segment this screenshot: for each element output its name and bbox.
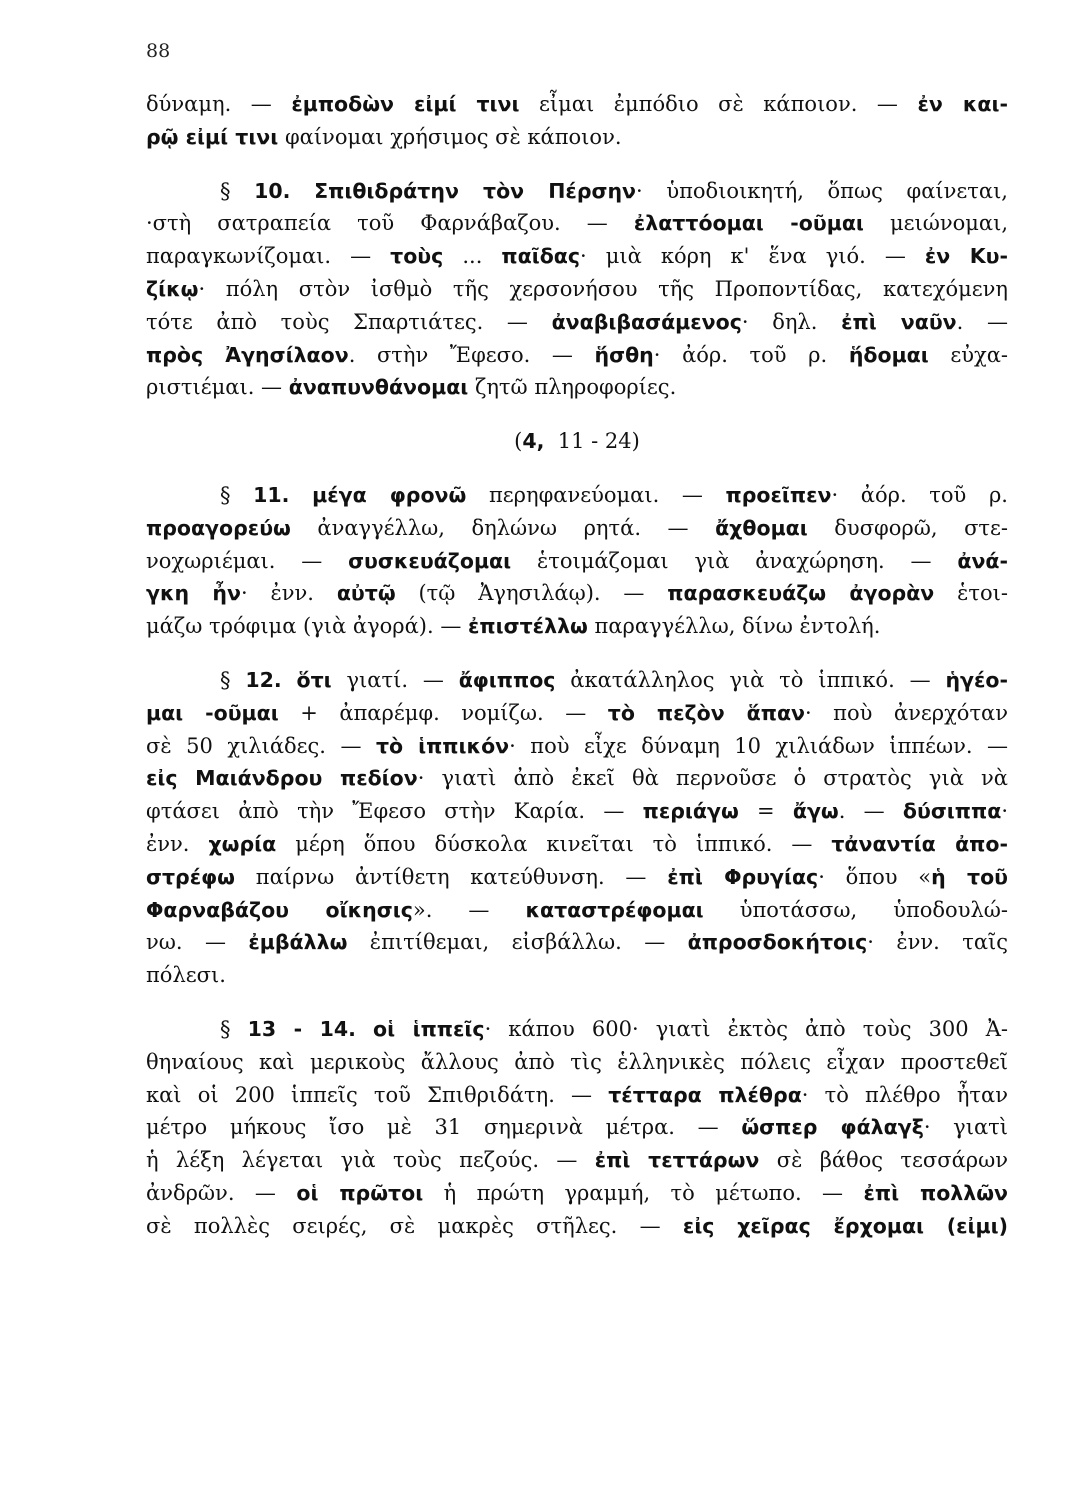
headword: ἀπροσδοκήτοις xyxy=(687,930,868,955)
text-line xyxy=(146,1079,1008,1112)
text-line xyxy=(146,1046,1008,1079)
gloss-text: · ἀόρ. τοῦ ρ. xyxy=(653,342,849,367)
headword: προεῖπεν xyxy=(725,482,832,507)
text-line xyxy=(146,207,1008,240)
text-line xyxy=(146,762,1008,795)
headword: οἱ ἱππεῖς xyxy=(373,1016,485,1041)
headword: τὸ ἱππικόν xyxy=(375,733,510,758)
text-line xyxy=(146,1210,1008,1243)
gloss-text: ·στὴ σατραπεία τοῦ Φαρνάβαζου. — xyxy=(146,211,634,236)
paragraph-gap xyxy=(146,992,1008,1013)
headword: ἡγέο- xyxy=(945,667,1008,692)
gloss-text: καὶ οἱ 200 ἱππεῖς τοῦ Σπιθριδάτη. — xyxy=(146,1082,609,1107)
paragraph-gap xyxy=(146,643,1008,664)
gloss-text: παίρνω ἀντίθετη κατεύθυνση. — xyxy=(235,864,668,889)
gloss-text: · πόλη στὸν ἰσθμὸ τῆς χερσονήσου τῆς Προποντίδας, κατεχόμενη xyxy=(198,276,1008,301)
headword: ἥδομαι xyxy=(848,342,929,367)
passage-reference xyxy=(146,425,1008,458)
headword: μέγα φρονῶ xyxy=(312,482,467,507)
section-line xyxy=(146,664,1008,697)
headword: 11. xyxy=(253,482,290,507)
gloss-text: · ποὺ εἶχε δύναμη 10 χιλιάδων ἱππέων. — xyxy=(509,733,1009,758)
headword: μαι -οῦμαι xyxy=(146,700,279,725)
text-line xyxy=(146,1144,1008,1177)
gloss-text: παραγκωνίζομαι. — xyxy=(146,244,391,269)
gloss-text: · τὸ πλέθρο ἦταν xyxy=(801,1082,1008,1107)
headword: εἰς Μαιάνδρου πεδίον xyxy=(146,766,418,791)
gloss-text: · δηλ. xyxy=(741,309,842,334)
gloss-text: σὲ βάθος τεσσάρων xyxy=(759,1148,1008,1173)
text-line xyxy=(146,926,1008,959)
gloss-text: · γιατὶ xyxy=(923,1115,1008,1140)
gloss-text: ἐπιτίθεμαι, εἰσβάλλω. — xyxy=(347,930,688,955)
headword: ἄχθομαι xyxy=(715,515,808,540)
gloss-text: φτάσει ἀπὸ τὴν Ἔφεσο στὴν Καρία. — xyxy=(146,799,643,824)
page-number: 88 xyxy=(146,40,171,62)
headword: ἐπιστέλλω xyxy=(468,614,588,639)
headword: ρῷ εἰμί τινι xyxy=(146,124,279,149)
gloss-text: ριστιέμαι. — xyxy=(146,375,289,400)
text-line xyxy=(146,1111,1008,1144)
headword: ἡ τοῦ xyxy=(931,864,1009,889)
text-line xyxy=(146,240,1008,273)
headword: αὐτῷ xyxy=(336,581,396,606)
gloss-text: · xyxy=(1001,799,1008,824)
headword: ἐπὶ ναῦν xyxy=(841,309,957,334)
gloss-text: μάζω τρόφιμα (γιὰ ἀγορά). — xyxy=(146,614,469,639)
text-line xyxy=(146,861,1008,894)
text-line xyxy=(146,959,1008,992)
gloss-text: · ὑποδιοικητή, ὅπως φαίνεται, xyxy=(636,178,1008,203)
gloss-text: σὲ πολλὲς σειρές, σὲ μακρὲς στῆλες. — xyxy=(146,1213,683,1238)
gloss-text: ... xyxy=(443,244,502,269)
headword: πρὸς Ἀγησίλαον xyxy=(146,342,349,367)
headword: χωρία xyxy=(208,831,277,856)
paragraph-gap xyxy=(146,458,1008,479)
headword: ἐν και- xyxy=(917,92,1008,116)
gloss-text xyxy=(282,668,297,692)
headword: ἐπὶ πολλῶν xyxy=(863,1180,1009,1205)
headword: ἐμβάλλω xyxy=(248,930,348,955)
gloss-text: ἀναγγέλλω, δηλώνω ρητά. — xyxy=(290,515,716,540)
headword: 13 - 14. xyxy=(247,1016,356,1041)
headword: ἐπὶ Φρυγίας xyxy=(667,864,819,889)
gloss-text: = xyxy=(738,799,793,824)
gloss-text: . — xyxy=(838,799,903,824)
section-line xyxy=(146,1013,1008,1046)
gloss-text: ὑποτάσσω, ὑποδουλώ- xyxy=(703,897,1008,922)
headword: ὅτι xyxy=(296,667,332,692)
text-line xyxy=(146,730,1008,763)
text-line xyxy=(146,828,1008,861)
text-line xyxy=(146,697,1008,730)
gloss-text: εὐχα- xyxy=(928,342,1008,367)
gloss-text: (τῷ Ἀγησιλάῳ). — xyxy=(395,581,668,606)
text-line xyxy=(146,371,1008,404)
gloss-text: § xyxy=(220,178,255,203)
gloss-text: πόλεσι. xyxy=(146,963,226,988)
gloss-text: νοχωριέμαι. — xyxy=(146,548,349,573)
gloss-text: · κάπου 600· γιατὶ ἐκτὸς ἀπὸ τοὺς 300 Ἀ- xyxy=(484,1016,1008,1041)
gloss-text: · γιατὶ ἀπὸ ἐκεῖ θὰ περνοῦσε ὁ στρατὸς γιὰ νὰ xyxy=(417,766,1008,791)
headword: τέτταρα πλέθρα xyxy=(608,1082,802,1107)
gloss-text: νω. — xyxy=(146,930,249,955)
gloss-text: ἀνδρῶν. — xyxy=(146,1180,297,1205)
gloss-text: · ὅπου « xyxy=(818,864,932,889)
gloss-text: § xyxy=(220,1016,248,1041)
headword: ὥσπερ φάλαγξ xyxy=(741,1115,924,1140)
gloss-text: παραγγέλλω, δίνω ἐντολή. xyxy=(587,614,881,639)
headword: καταστρέφομαι xyxy=(525,897,704,922)
headword: περιάγω xyxy=(642,799,739,824)
gloss-text: ἡ λέξη λέγεται γιὰ τοὺς πεζούς. — xyxy=(146,1148,595,1173)
gloss-text: ». — xyxy=(412,897,526,922)
gloss-text: ἡ πρώτη γραμμή, τὸ μέτωπο. — xyxy=(423,1180,864,1205)
text-line xyxy=(146,121,1008,154)
headword: παῖδας xyxy=(501,244,581,269)
text-line xyxy=(146,273,1008,306)
headword: ἄγω xyxy=(792,799,839,824)
headword: ἐλαττόομαι -οῦμαι xyxy=(633,211,864,236)
headword: Φαρναβάζου οἴκησις xyxy=(146,897,413,922)
headword: ἀνά- xyxy=(957,548,1008,573)
headword: τοὺς xyxy=(390,244,444,269)
gloss-text: εἶμαι ἐμπόδιο σὲ κάποιον. — xyxy=(519,92,918,116)
gloss-text: . στὴν Ἔφεσο. — xyxy=(348,342,595,367)
headword: ἀναπυνθάνομαι xyxy=(288,375,469,400)
gloss-text: § xyxy=(220,482,254,507)
text-line xyxy=(146,339,1008,372)
headword: συσκευάζομαι xyxy=(348,548,512,573)
gloss-text: · ἐνν. xyxy=(240,581,337,606)
gloss-text: ( xyxy=(514,429,523,454)
gloss-text: περηφανεύομαι. — xyxy=(466,482,726,507)
gloss-text: σὲ 50 χιλιάδες. — xyxy=(146,733,376,758)
gloss-text: · ἀόρ. τοῦ ρ. xyxy=(831,482,1008,507)
gloss-text: ἑτοι- xyxy=(934,581,1008,606)
gloss-text: · ποὺ ἀνερχόταν xyxy=(805,700,1009,725)
text-line xyxy=(146,610,1008,643)
gloss-text: δυσφορῶ, στε- xyxy=(807,515,1008,540)
headword: ἐμποδὼν εἰμί τινι xyxy=(291,92,520,116)
headword: στρέφω xyxy=(146,864,235,889)
commentary-text xyxy=(146,88,1008,1243)
headword: ἄφιππος xyxy=(458,667,556,692)
gloss-text: μειώνομαι, xyxy=(863,211,1008,236)
gloss-text: . — xyxy=(956,309,1008,334)
gloss-text: ἀκατάλληλος γιὰ τὸ ἱππικό. — xyxy=(555,667,946,692)
gloss-text: μέρη ὅπου δύσκολα κινεῖται τὸ ἱππικό. — xyxy=(276,831,832,856)
gloss-text: φαίνομαι χρήσιμος σὲ κάποιον. xyxy=(278,124,622,149)
gloss-text: § xyxy=(220,667,246,692)
headword: παρασκευάζω ἀγορὰν xyxy=(667,581,935,606)
headword: εἰς χεῖρας ἔρχομαι (εἰμι) xyxy=(682,1213,1008,1238)
gloss-text: θηναίους καὶ μερικοὺς ἄλλους ἀπὸ τὶς ἑλληνικὲς πόλεις εἶχαν προστεθεῖ xyxy=(146,1049,1008,1074)
gloss-text: μέτρο μήκους ἴσο μὲ 31 σημερινὰ μέτρα. — xyxy=(146,1115,742,1140)
gloss-text: ζητῶ πληροφορίες. xyxy=(468,375,677,400)
gloss-text: ἐνν. xyxy=(146,831,209,856)
headword: δύσιππα xyxy=(902,799,1002,824)
headword: Σπιθιδράτην τὸν Πέρσην xyxy=(314,178,637,203)
gloss-text: τότε ἀπὸ τοὺς Σπαρτιάτες. — xyxy=(146,309,552,334)
gloss-text: 11 - 24) xyxy=(544,429,640,454)
headword: ἥσθη xyxy=(594,342,654,367)
gloss-text: · ἐνν. ταῖς xyxy=(867,930,1009,955)
headword: τἀναντία ἀπο- xyxy=(831,831,1008,856)
headword: ζίκῳ xyxy=(146,276,199,301)
text-line xyxy=(146,1177,1008,1210)
text-line xyxy=(146,577,1008,610)
headword: ἀναβιβασάμενος xyxy=(551,309,742,334)
gloss-text: · μιὰ κόρη κ' ἕνα γιό. — xyxy=(580,244,925,269)
gloss-text xyxy=(290,179,314,203)
gloss-text xyxy=(356,1017,373,1041)
text-line xyxy=(146,795,1008,828)
text-line xyxy=(146,512,1008,545)
headword: ἐπὶ τεττάρων xyxy=(594,1148,760,1173)
paragraph-gap xyxy=(146,154,1008,175)
headword: ἐν Κυ- xyxy=(924,244,1008,269)
text-line xyxy=(146,306,1008,339)
gloss-text xyxy=(289,483,312,507)
gloss-text: + ἀπαρέμφ. νομίζω. — xyxy=(278,700,608,725)
headword: οἱ πρῶτοι xyxy=(296,1180,424,1205)
headword: γκη ἦν xyxy=(146,581,241,606)
headword: 12. xyxy=(245,667,282,692)
text-line xyxy=(146,894,1008,927)
headword: 4, xyxy=(522,429,545,454)
headword: 10. xyxy=(254,178,291,203)
section-line xyxy=(146,479,1008,512)
text-line xyxy=(146,545,1008,578)
gloss-text: δύναμη. — xyxy=(146,92,292,116)
headword: τὸ πεζὸν ἅπαν xyxy=(607,700,805,725)
gloss-text: ἑτοιμάζομαι γιὰ ἀναχώρηση. — xyxy=(511,548,958,573)
paragraph-gap xyxy=(146,404,1008,425)
headword: προαγορεύω xyxy=(146,515,291,540)
gloss-text: γιατί. — xyxy=(331,667,459,692)
text-line xyxy=(146,88,1008,121)
section-line xyxy=(146,175,1008,208)
